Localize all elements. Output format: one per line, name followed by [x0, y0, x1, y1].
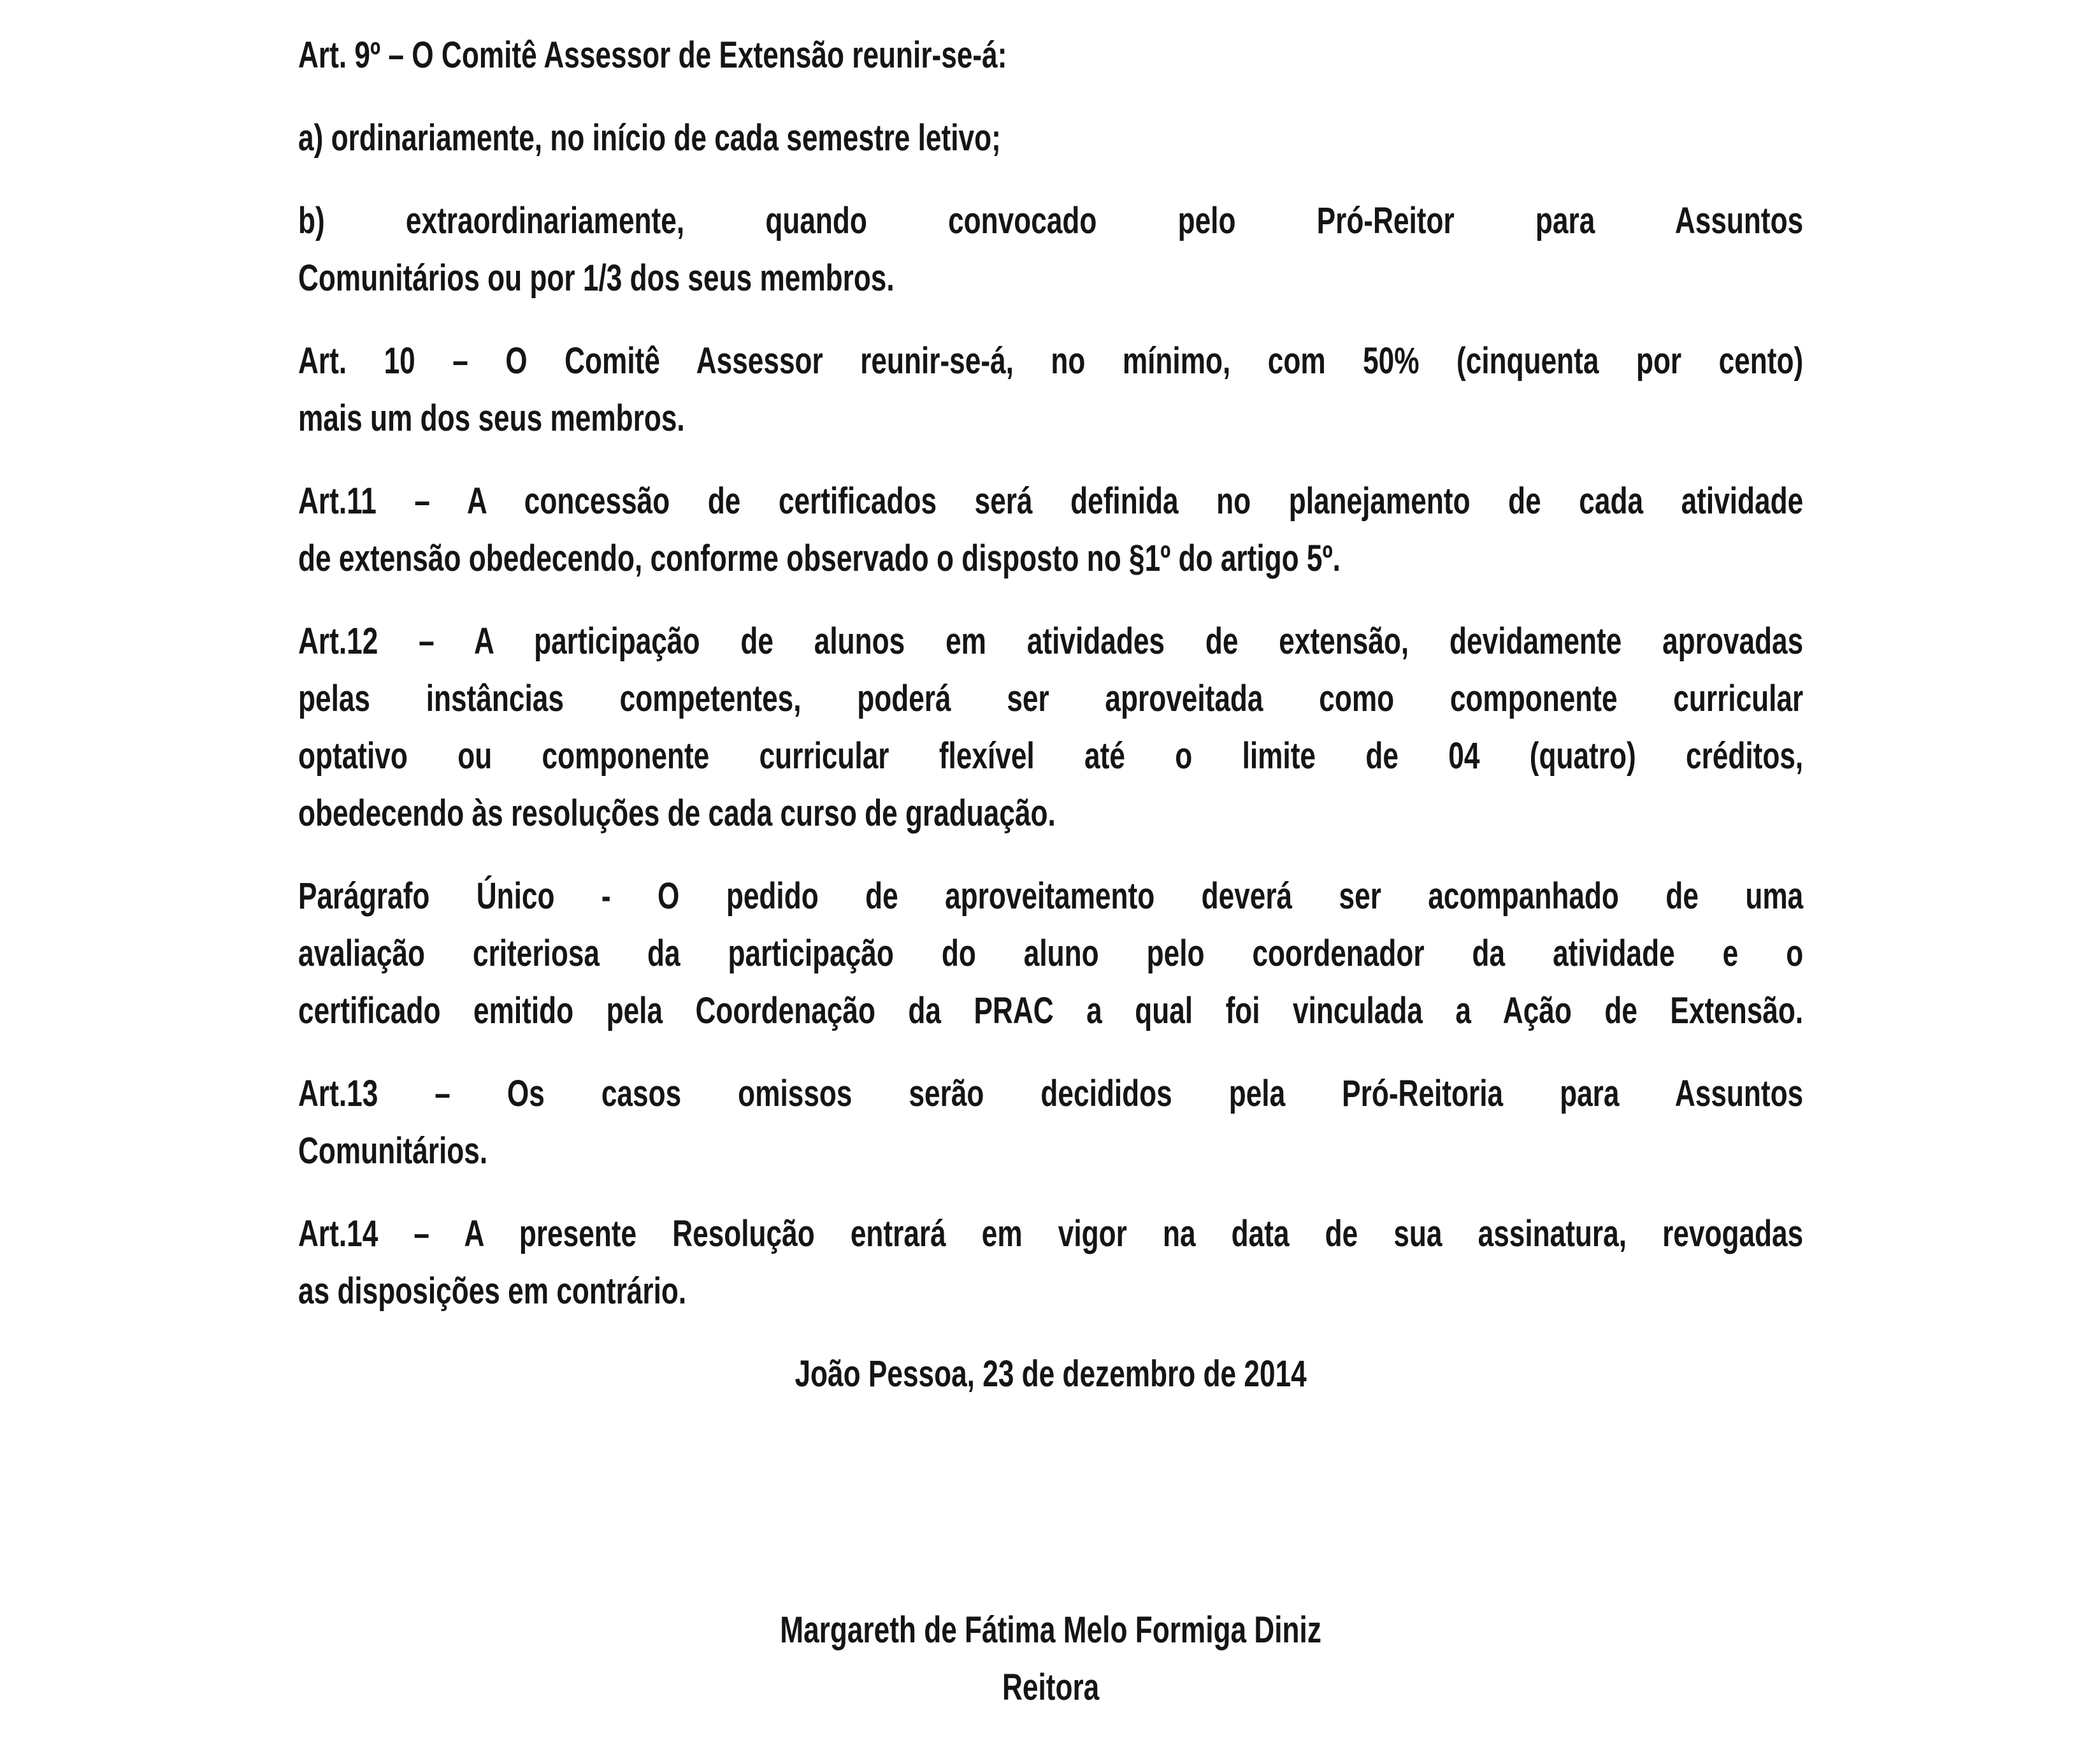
- text-line: optativo ou componente curricular flexível até o limite de 04 (quatro) créditos,: [298, 735, 1804, 777]
- text-line: certificado emitido pela Coordenação da PRAC a qual foi vinculada a Ação de Extensão.: [298, 990, 1804, 1031]
- text-line: Art.14 – A presente Resolução entrará em vigor na data de sua assinatura, revogadas: [298, 1213, 1804, 1254]
- sole-paragraph: [298, 868, 1803, 1040]
- text-line: Comunitários.: [298, 1130, 488, 1172]
- text-line: as disposições em contrário.: [298, 1270, 687, 1312]
- article-9-item-a: [298, 110, 1803, 167]
- text-line: Art. 9º – O Comitê Assessor de Extensão reunir-se-á:: [298, 34, 1007, 76]
- document-page: [298, 27, 1803, 1716]
- text-line: a) ordinariamente, no início de cada semestre letivo;: [298, 117, 1001, 159]
- signature-block: [298, 1602, 1803, 1716]
- article-14: [298, 1205, 1803, 1320]
- text-line: Art.13 – Os casos omissos serão decididos pela Pró-Reitoria para Assuntos: [298, 1073, 1804, 1114]
- text-line: Art.11 – A concessão de certificados será definida no planejamento de cada atividade: [298, 480, 1804, 522]
- text-line: João Pessoa, 23 de dezembro de 2014: [795, 1353, 1307, 1395]
- text-line: Reitora: [1002, 1667, 1100, 1708]
- article-11: [298, 473, 1803, 587]
- text-line: pelas instâncias competentes, poderá ser aproveitada como componente curricular: [298, 678, 1804, 719]
- text-line: obedecendo às resoluções de cada curso de graduação.: [298, 793, 1056, 834]
- text-line: Margareth de Fátima Melo Formiga Diniz: [780, 1609, 1321, 1651]
- text-line: avaliação criteriosa da participação do aluno pelo coordenador da atividade e o: [298, 933, 1804, 974]
- date-line: [298, 1346, 1803, 1403]
- signature-space: [298, 1428, 1803, 1602]
- article-9-item-b: [298, 192, 1803, 307]
- text-line: Art. 10 – O Comitê Assessor reunir-se-á, no mínimo, com 50% (cinquenta por cento): [298, 340, 1804, 382]
- text-line: Comunitários ou por 1/3 dos seus membros.: [298, 257, 895, 299]
- text-line: Parágrafo Único - O pedido de aproveitamento deverá ser acompanhado de uma: [298, 875, 1804, 917]
- text-line: Art.12 – A participação de alunos em atividades de extensão, devidamente aprovadas: [298, 621, 1804, 662]
- text-line: de extensão obedecendo, conforme observado o disposto no §1º do artigo 5º.: [298, 538, 1341, 579]
- text-line: mais um dos seus membros.: [298, 398, 685, 439]
- article-9: [298, 27, 1803, 84]
- article-12: [298, 613, 1803, 842]
- text-line: b) extraordinariamente, quando convocado pelo Pró-Reitor para Assuntos: [298, 200, 1804, 241]
- article-13: [298, 1065, 1803, 1180]
- article-10: [298, 333, 1803, 447]
